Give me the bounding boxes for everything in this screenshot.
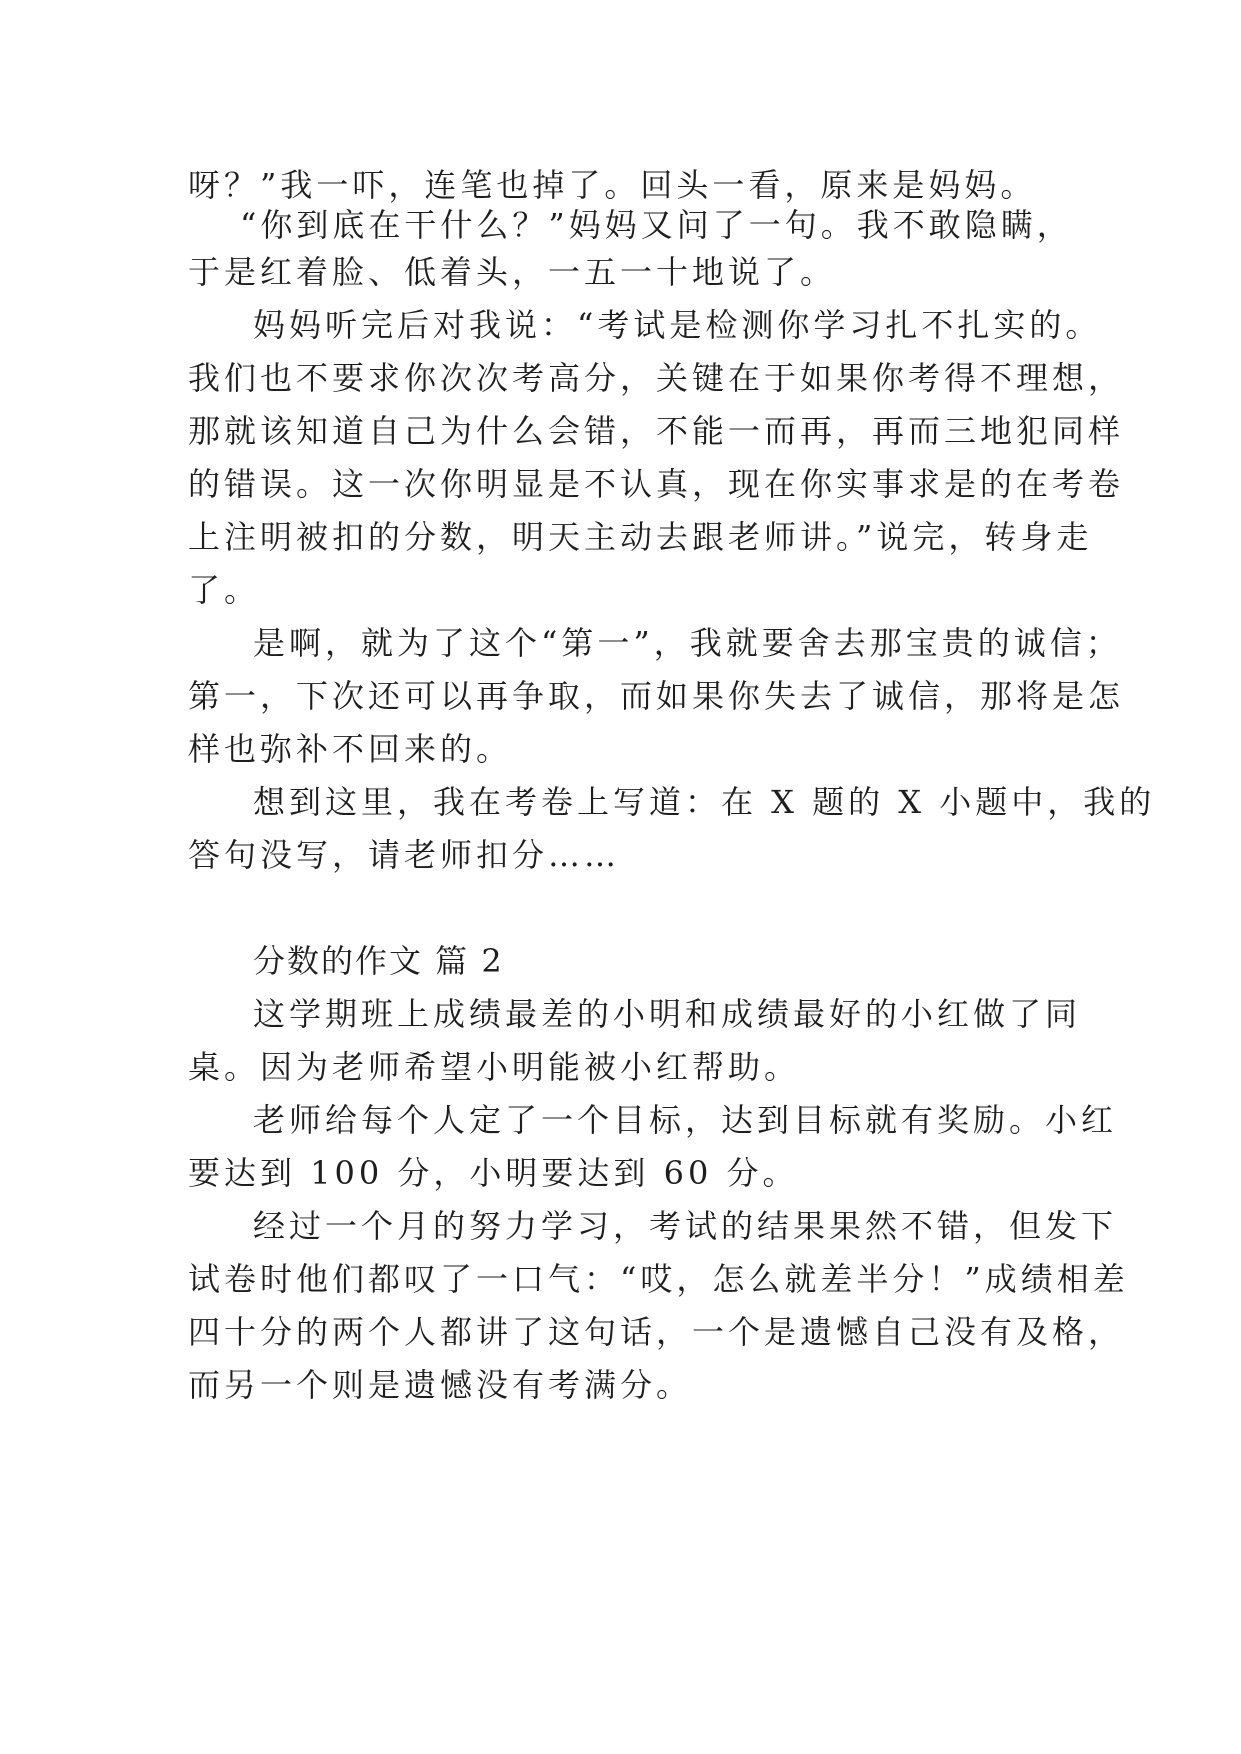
paragraph-line: 的错误。这一次你明显是不认真，现在你实事求是的在考卷 bbox=[188, 465, 1125, 503]
paragraph-line: 样也弥补不回来的。 bbox=[188, 730, 513, 768]
paragraph-line: 是啊，就为了这个“第一”，我就要舍去那宝贵的诚信； bbox=[253, 624, 1122, 662]
paragraph-line: 呀？”我一吓，连笔也掉了。回头一看，原来是妈妈。 bbox=[188, 166, 1037, 204]
paragraph-line: 经过一个月的努力学习，考试的结果果然不错，但发下 bbox=[253, 1207, 1118, 1245]
paragraph-line: 想到这里，我在考卷上写道：在 X 题的 X 小题中，我的 bbox=[253, 783, 1156, 821]
paragraph-line: 要达到 100 分，小明要达到 60 分。 bbox=[188, 1154, 799, 1192]
paragraph-line: 试卷时他们都叹了一口气：“哎，怎么就差半分！”成绩相差 bbox=[188, 1260, 1129, 1298]
paragraph-line: 桌。因为老师希望小明能被小红帮助。 bbox=[188, 1048, 801, 1086]
paragraph-line: 于是红着脸、低着头，一五一十地说了。 bbox=[188, 253, 837, 291]
paragraph-line: 这学期班上成绩最差的小明和成绩最好的小红做了同 bbox=[253, 995, 1082, 1033]
paragraph-line: 第一，下次还可以再争取，而如果你失去了诚信，那将是怎 bbox=[188, 677, 1125, 715]
section-heading: 分数的作文 篇 2 bbox=[253, 942, 504, 980]
paragraph-line: 四十分的两个人都讲了这句话，一个是遗憾自己没有及格， bbox=[188, 1313, 1125, 1351]
paragraph-line: 我们也不要求你次次考高分，关键在于如果你考得不理想， bbox=[188, 359, 1125, 397]
paragraph-line: 答句没写，请老师扣分…… bbox=[188, 836, 621, 874]
paragraph-line: 老师给每个人定了一个目标，达到目标就有奖励。小红 bbox=[253, 1101, 1118, 1139]
paragraph-line: 那就该知道自己为什么会错，不能一而再，再而三地犯同样 bbox=[188, 412, 1125, 450]
paragraph-line: 上注明被扣的分数，明天主动去跟老师讲。”说完，转身走 bbox=[188, 518, 1093, 556]
paragraph-line: “你到底在干什么？”妈妈又问了一句。我不敢隐瞒， bbox=[240, 206, 1073, 244]
paragraph-line: 妈妈听完后对我说：“考试是检测你学习扎不扎实的。 bbox=[253, 306, 1102, 344]
paragraph-line: 了。 bbox=[188, 571, 261, 609]
paragraph-line: 而另一个则是遗憾没有考满分。 bbox=[188, 1366, 693, 1404]
